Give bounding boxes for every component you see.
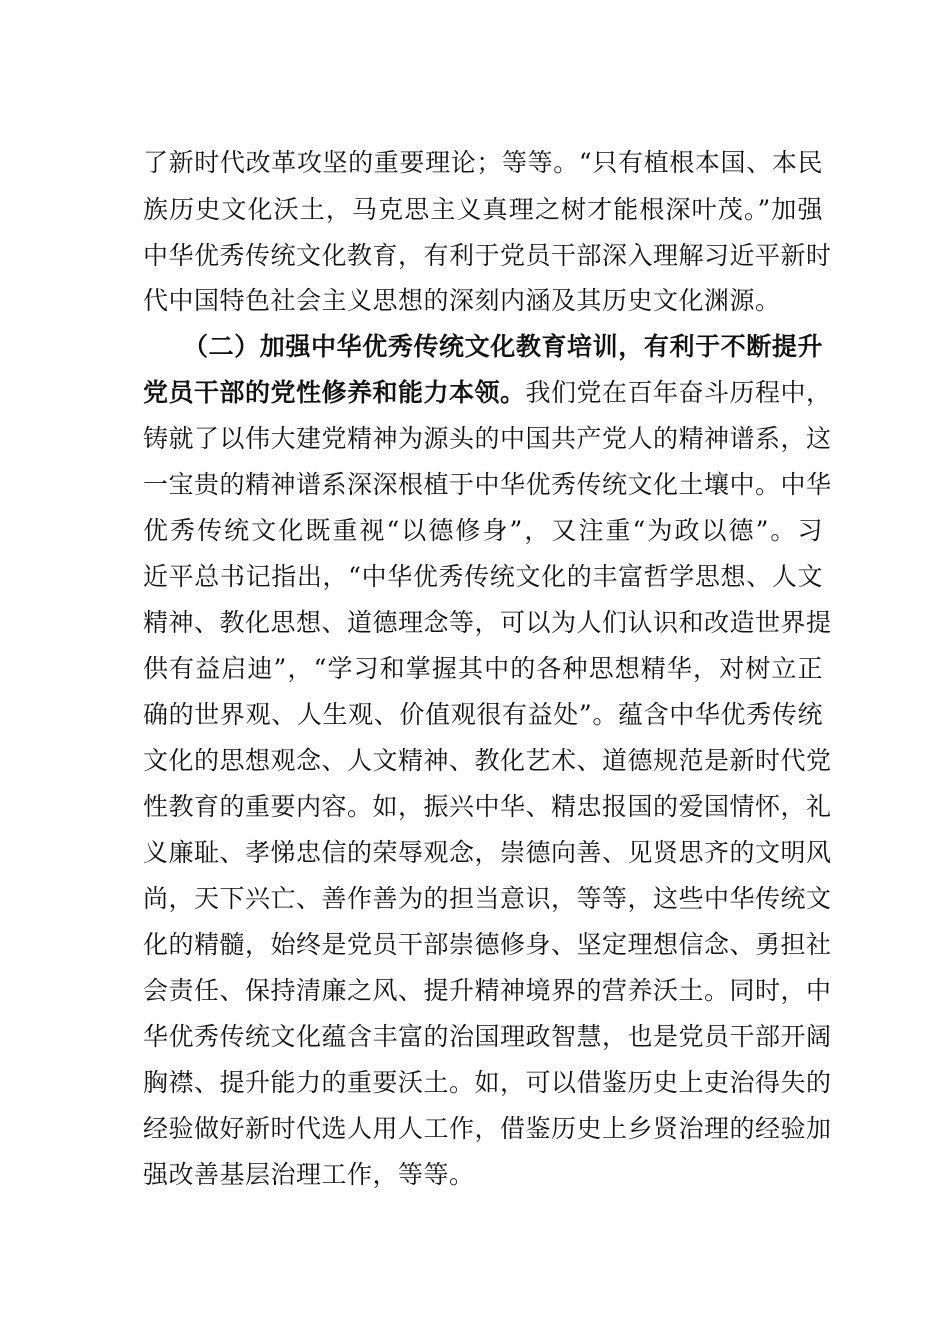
text-line: 性教育的重要内容。如，振兴中华、精忠报国的爱国情怀，礼: [143, 792, 832, 821]
text-line: 华优秀传统文化蕴含丰富的治国理政智慧，也是党员干部开阔: [143, 1022, 832, 1051]
section-heading-continued: 党员干部的党性修养和能力本领。: [143, 378, 526, 407]
text-line: 中华优秀传统文化教育，有利于党员干部深入理解习近平新时: [143, 241, 832, 270]
text-line: 会责任、保持清廉之风、提升精神境界的营养沃土。同时，中: [143, 976, 832, 1005]
text-line: 铸就了以伟大建党精神为源头的中国共产党人的精神谱系，这: [143, 424, 832, 453]
section-heading: （二）加强中华优秀传统文化教育培训，有利于不断提升: [183, 332, 823, 361]
text-line: 优秀传统文化既重视“以德修身”，又注重“为政以德”。习: [143, 516, 823, 545]
text-line: 一宝贵的精神谱系深深根植于中华优秀传统文化土壤中。中华: [143, 470, 832, 499]
text-line: 义廉耻、孝悌忠信的荣辱观念，崇德向善、见贤思齐的文明风: [143, 838, 832, 867]
text-line: 经验做好新时代选人用人工作，借鉴历史上乡贤治理的经验加: [143, 1114, 832, 1143]
text-line: 精神、教化思想、道德理念等，可以为人们认识和改造世界提: [143, 608, 832, 637]
text-line: 化的精髓，始终是党员干部崇德修身、坚定理想信念、勇担社: [143, 930, 832, 959]
text-line: [143, 373, 832, 413]
text-line: 近平总书记指出，“中华优秀传统文化的丰富哲学思想、人文: [143, 562, 823, 591]
text-line: 强改善基层治理工作，等等。: [143, 1160, 475, 1189]
text-line: 胸襟、提升能力的重要沃土。如，可以借鉴历史上吏治得失的: [143, 1068, 832, 1097]
text-line: 族历史文化沃土，马克思主义真理之树才能根深叶茂。”加强: [143, 195, 823, 224]
text-line: 确的世界观、人生观、价值观很有益处”。蕴含中华优秀传统: [143, 700, 823, 729]
text-segment: 我们党在百年奋斗历程中，: [525, 378, 832, 407]
text-line: 文化的思想观念、人文精神、教化艺术、道德规范是新时代党: [143, 746, 832, 775]
text-line: 了新时代改革攻坚的重要理论；等等。“只有植根本国、本民: [143, 148, 823, 177]
text-line: 供有益启迪”，“学习和掌握其中的各种思想精华，对树立正: [143, 654, 823, 683]
text-line: 代中国特色社会主义思想的深刻内涵及其历史文化渊源。: [143, 286, 781, 315]
text-line: 尚，天下兴亡、善作善为的担当意识，等等，这些中华传统文: [143, 884, 832, 913]
